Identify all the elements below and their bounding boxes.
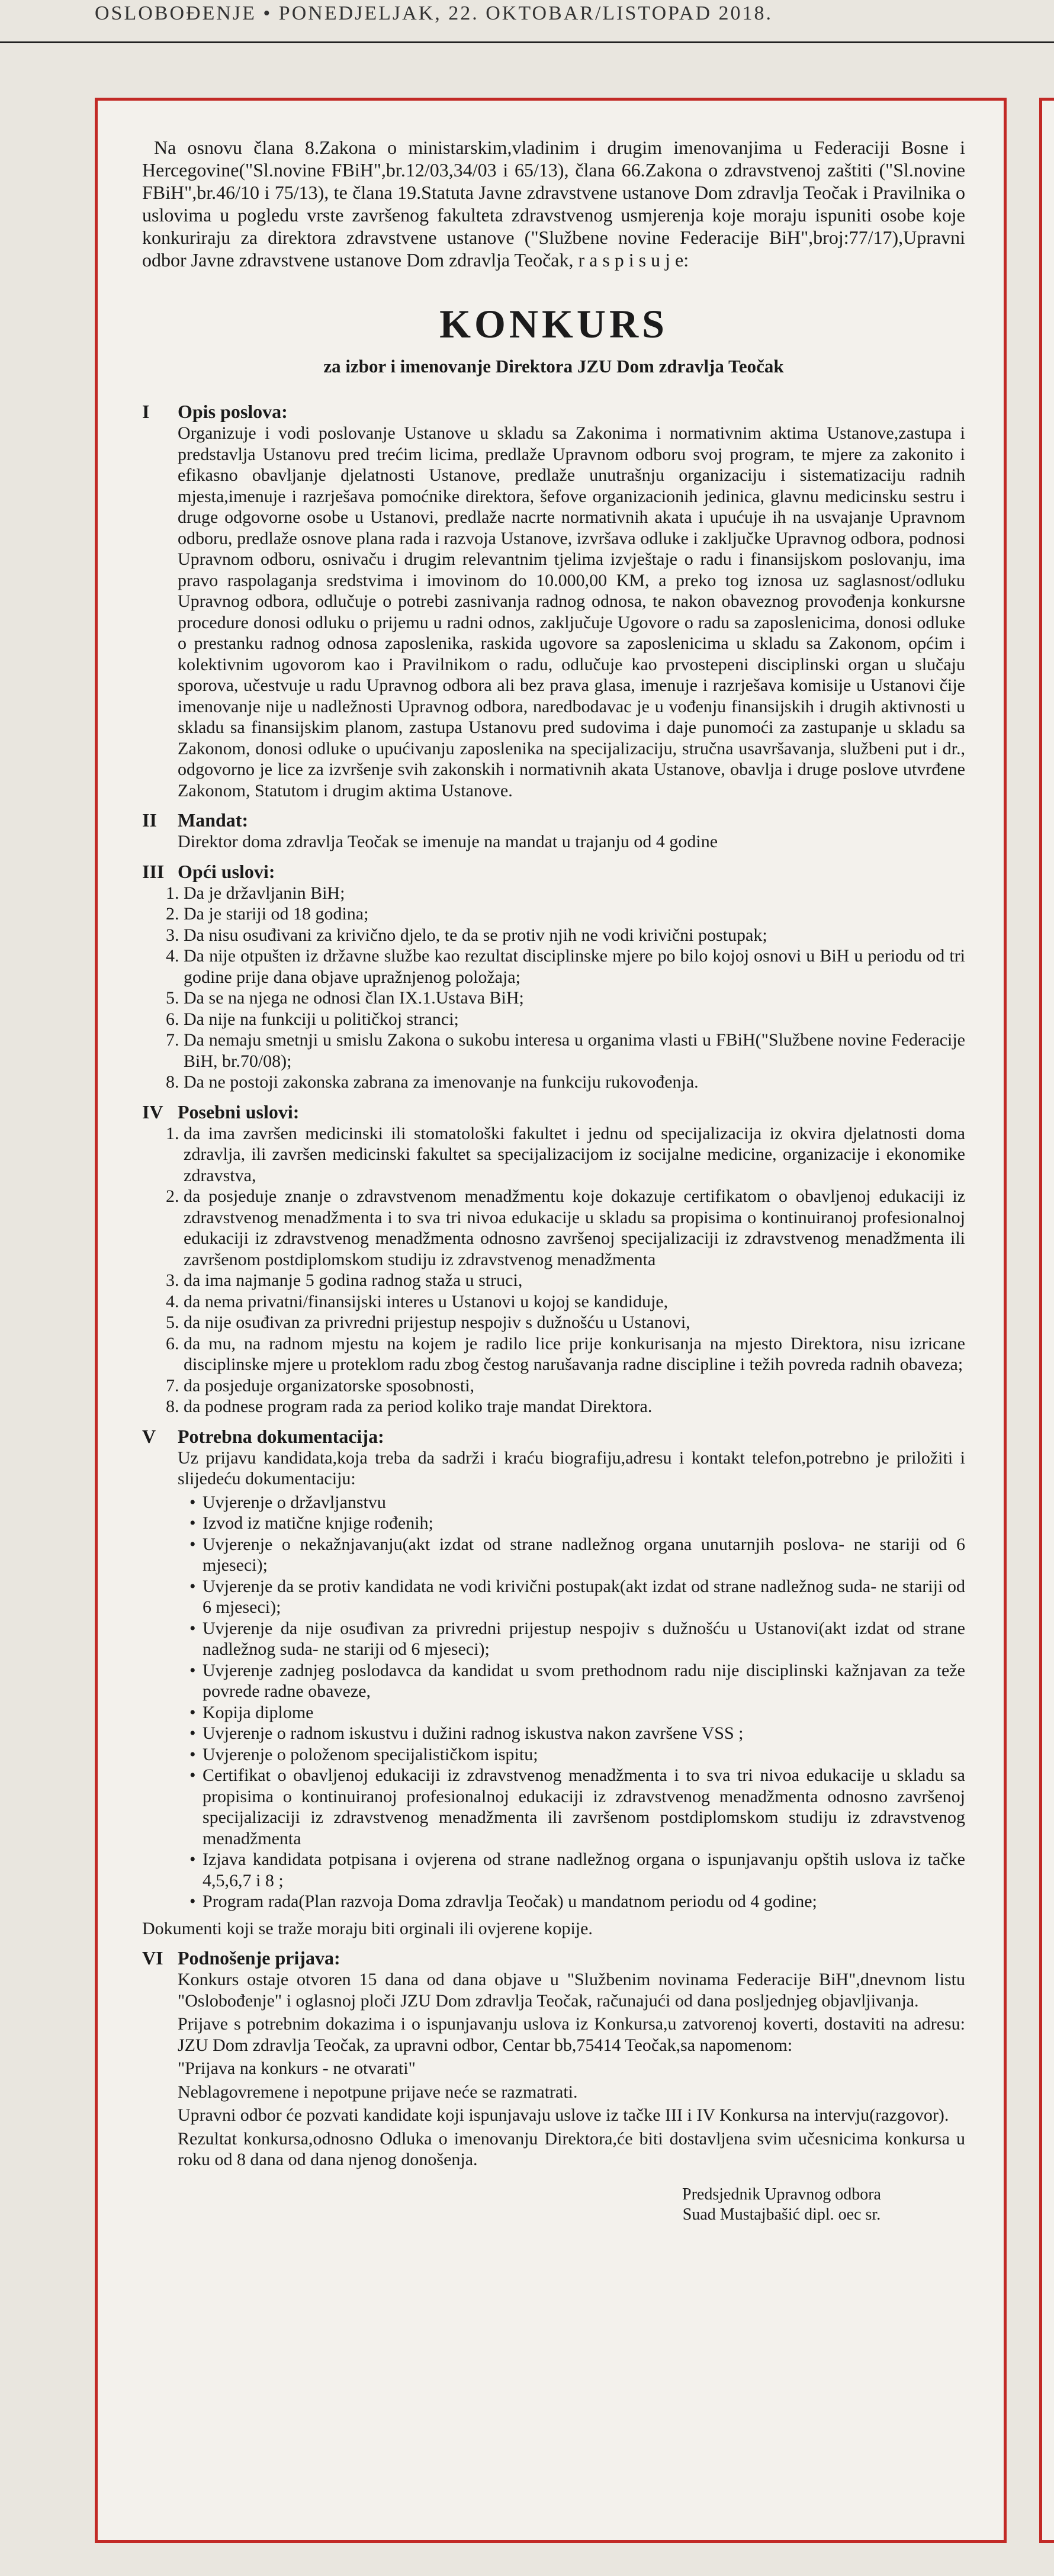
adjacent-ad-border — [1039, 98, 1054, 2543]
section-title: Mandat: — [178, 809, 249, 831]
section-body — [142, 1448, 965, 1912]
section-heading — [142, 861, 965, 883]
general-conditions-list — [142, 883, 965, 1093]
section-number: IV — [142, 1101, 163, 1123]
list-item: • Program rada(Plan razvoja Doma zdravlja Teočak) u mandatnom periodu od 4 godine; — [189, 1891, 965, 1912]
section-general-conditions — [142, 861, 965, 1093]
section-title: Potrebna dokumentacija: — [178, 1425, 384, 1447]
submission-paragraph: Upravni odbor će pozvati kandidate koji ispunjavaju uslove iz tačke III i IV Konkursa na intervju(razgovor). — [178, 2105, 949, 2125]
list-item: 3. da ima najmanje 5 godina radnog staža u struci, — [184, 1270, 965, 1291]
special-conditions-list — [142, 1123, 965, 1417]
signature-role: Predsjednik Upravnog odbora — [682, 2185, 881, 2204]
section-title: Opći uslovi: — [178, 860, 275, 882]
document-subtitle: za izbor i imenovanje Direktora JZU Dom zdravlja Teočak — [323, 356, 784, 377]
section-mandate — [142, 809, 965, 853]
list-item: 5. Da se na njega ne odnosi član IX.1.Ustava BiH; — [184, 988, 965, 1009]
submission-paragraph: "Prijava na konkurs - ne otvarati" — [178, 2059, 416, 2078]
list-item: • Izvod iz matične knjige rođenih; — [189, 1513, 965, 1534]
list-item: 4. da nema privatni/finansijski interes u Ustanovi u kojoj se kandiduje, — [184, 1291, 965, 1313]
list-item: 7. da posjeduje organizatorske sposobnosti, — [184, 1375, 965, 1397]
section-required-documents — [142, 1426, 965, 1940]
signature-block — [142, 2185, 965, 2225]
section-heading — [142, 1101, 965, 1123]
list-item: • Izjava kandidata potpisana i ovjerena od strane nadležnog organa o ispunjavanju opštih uslova iz tačke 4,5,6,7 i 8 ; — [189, 1849, 965, 1891]
section-heading — [142, 809, 965, 831]
list-item: • Kopija diplome — [189, 1702, 965, 1723]
section-number: I — [142, 401, 150, 422]
section-body — [142, 831, 965, 853]
list-item: • Uvjerenje o državljanstvu — [189, 1492, 965, 1513]
section-heading — [142, 401, 965, 423]
list-item: 7. Da nemaju smetnji u smislu Zakona o sukobu interesa u organima vlasti u FBiH("Službene novine Federacije BiH, br.70/08); — [184, 1030, 965, 1072]
list-item: • Certifikat o obavljenoj edukaciji iz zdravstvenog menadžmenta i to sva tri nivoa edukacije u skladu sa propisima o kontinuiranoj profesionalnoj edukaciji iz zdravstvenog menadžmenta odnosno završenoj specijalizaciji iz zdravstvenog menadžmenta ili završenom postdiplomskom studiju iz zdravstvenog menadžmenta — [189, 1765, 965, 1849]
section-body — [142, 1969, 965, 2170]
mandate-text: Direktor doma zdravlja Teočak se imenuje na mandat u trajanju od 4 godine — [178, 832, 718, 851]
submission-paragraph: Konkurs ostaje otvoren 15 dana od dana objave u "Službenim novinama Federacije BiH",dnevnom listu "Oslobođenje" i oglasnoj ploči JZU Dom zdravlja Teočak, računajući od dana posljednjeg objavljivanja. — [178, 1970, 965, 2011]
section-number: V — [142, 1425, 156, 1447]
submission-paragraph: Prijave s potrebnim dokazima i o ispunjavanju uslova iz Konkursa,u zatvorenoj koverti, dostaviti na adresu: JZU Dom zdravlja Teočak, za upravni odbor, Centar bb,75414 Teočak,sa napomenom: — [178, 2014, 965, 2055]
submission-paragraph: Rezultat konkursa,odnosno Odluka o imenovanju Direktora,će biti dostavljena svim učesnicima konkursa u roku od 8 dana od dana njenog donošenja. — [178, 2128, 965, 2169]
section-title: Podnošenje prijava: — [178, 1947, 340, 1969]
list-item: 2. da posjeduje znanje o zdravstvenom menadžmentu koje dokazuje certifikatom o obavljenoj edukaciji iz zdravstvenog menadžmenta i to sva tri nivoa edukacije u skladu sa propisima o kontinuiranoj profesionalnoj edukaciji iz zdravstvenog menadžmenta odnosno završenoj specijalizaciji iz zdravstvenog menadžmenta ili završenom postdiplomskom studiju iz zdravstvenog menadžmenta — [184, 1186, 965, 1270]
section-number: III — [142, 860, 165, 882]
masthead-text: OSLOBOĐENJE • PONEDJELJAK, 22. OKTOBAR/LISTOPAD 2018. — [95, 2, 773, 24]
list-item: • Uvjerenje o radnom iskustvu i dužini radnog iskustva nakon završene VSS ; — [189, 1723, 965, 1744]
list-item: • Uvjerenje da nije osuđivan za privredni prijestup nespojiv s dužnošću u Ustanovi(akt izdat od strane nadležnog suda- ne stariji od 6 mjeseci); — [189, 1618, 965, 1660]
section-title: Opis poslova: — [178, 401, 288, 422]
list-item: 8. da podnese program rada za period koliko traje mandat Direktora. — [184, 1396, 965, 1417]
section-number: II — [142, 809, 157, 831]
announcement-content — [142, 136, 965, 2225]
section-number: VI — [142, 1947, 163, 1969]
list-item: • Uvjerenje o nekažnjavanju(akt izdat od strane nadležnog organa unutarnjih poslova- ne stariji od 6 mjeseci); — [189, 1534, 965, 1576]
section-special-conditions — [142, 1101, 965, 1417]
announcement-box — [95, 98, 1007, 2543]
list-item: • Uvjerenje zadnjeg poslodavca da kandidat u svom prethodnom radu nije disciplinski kažnjavan za teže povrede radne obaveze, — [189, 1660, 965, 1702]
section-title: Posebni uslovi: — [178, 1101, 300, 1123]
list-item: 1. da ima završen medicinski ili stomatološki fakultet i jednu od specijalizacija iz okvira djelatnosti doma zdravlja, ili završen medicinski fakultet sa specijalizacijom iz socijalne medicine, organizacije i ekonomike zdravstva, — [184, 1123, 965, 1186]
submission-paragraph: Neblagovremene i nepotpune prijave neće se razmatrati. — [178, 2082, 578, 2102]
list-item: 5. da nije osuđivan za privredni prijestup nespojiv s dužnošću u Ustanovi, — [184, 1312, 965, 1333]
list-item: 6. Da nije na funkciji u političkoj stranci; — [184, 1009, 965, 1030]
section-body — [142, 423, 965, 801]
job-description-text: Organizuje i vodi poslovanje Ustanove u skladu sa Zakonima i normativnim aktima Ustanove,zastupa i predstavlja Ustanovu pred trećim licima, predlaže Upravnom odboru svoj program, te mjere za zakonito i efikasno obavljanje djelatnosti Ustanove, predlaže unutrašnju organizaciju i sistematizaciju radnih mjesta,imenuje i razrješava pomoćnike direktora, šefove organizacionih jedinica, glavnu medicinsku sestru i druge odgovorne osobe u Ustanovi, predlaže nacrte normativnih akata i upućuje ih na usvajanje Upravnom odboru, predlaže osnove plana rada i razvoja Ustanove, izvršava odluke i zaključke Upravnog odbora, podnosi Upravnom odboru, osnivaču i drugim relevantnim tjelima izvještaje o radu i finansijskom poslovanju, ima pravo raspolaganja sredstvima i imovinom do 10.000,00 KM, a preko tog iznosa uz saglasnost/odluku Upravnog odbora, odlučuje o potrebi zasnivanja radnog odnosa, te nakon obaveznog provođenja konkursne procedure donosi odluku o prijemu u radni odnos, zaključuje Ugovore o radu sa zaposlenicima, donosi odluke o prestanku radnog odnosa zaposlenika, raskida ugovore sa zaposlenicima u skladu sa Zakonom, općim i kolektivnim ugovorom kao i Pravilnikom o radu, odlučuje kao prvostepeni disciplinski organ u slučaju sporova, učestvuje u radu Upravnog odbora ali bez prava glasa, imenuje i razrješava komisije u Ustanovi čije imenovanje nije u nadležnosti Upravnog odbora, naredbodavac je u vođenju finansijskih i drugih aktivnosti u skladu sa finansijskim planom, zastupa Ustanovu pred sudovima i daje punomoći za zastupanje u skladu sa Zakonom, donosi odluke o upućivanju zaposlenika na specijalizaciju, stručna usavršavanja, službeni put i dr., odgovorno je lice za izvršenje svih zakonskih i normativnih akata Ustanove, obavlja i druge poslove utvrđene Zakonom, Statutom i drugim aktima Ustanove. — [178, 423, 965, 800]
document-title: KONKURS — [439, 301, 668, 346]
section-submission — [142, 1947, 965, 2170]
section-heading — [142, 1426, 965, 1448]
section-heading — [142, 1947, 965, 1969]
preamble: Na osnovu člana 8.Zakona o ministarskim,vladinim i drugim imenovanjima u Federaciji Bosne i Hercegovine("Sl.novine FBiH",br.12/03,34/03 i 65/13), člana 66.Zakona o zdravstvenoj zaštiti ("Sl.novine FBiH",br.46/10 i 75/13), te člana 19.Statuta Javne zdravstvene ustanove Dom zdravlja Teočak i Pravilnika o uslovima u pogledu vrste završenog fakulteta zdravstvenog usmjerenja koje moraju ispuniti osobe koje konkuriraju za direktora zdravstvene ustanove ("Službene novine Federacije BiH",broj:77/17),Upravni odbor Javne zdravstvene ustanove Dom zdravlja Teočak, r a s p i s u j e: — [142, 137, 965, 271]
section-job-description — [142, 401, 965, 801]
documents-intro: Uz prijavu kandidata,koja treba da sadrži i kraću biografiju,adresu i kontakt telefon,potrebno je priložiti i slijedeću dokumentaciju: — [178, 1448, 965, 1488]
list-item: • Uvjerenje da se protiv kandidata ne vodi krivični postupak(akt izdat od strane nadležnog suda- ne stariji od 6 mjeseci); — [189, 1576, 965, 1618]
documents-list — [178, 1492, 965, 1912]
documents-note: Dokumenti koji se traže moraju biti orginali ili ovjerene kopije. — [142, 1918, 593, 1938]
list-item: 6. da mu, na radnom mjestu na kojem je radilo lice prije konkurisanja na mjesto Direktora, nisu izricane disciplinske mjere u proteklom radu zbog čestog narušavanja radne discipline i težih povreda radnih obaveza; — [184, 1333, 965, 1375]
list-item: 1. Da je državljanin BiH; — [184, 883, 965, 904]
list-item: 4. Da nije otpušten iz državne službe kao rezultat disciplinske mjere po bilo kojoj osnovi u BiH u periodu od tri godine prije dana objave upražnjenog položaja; — [184, 946, 965, 988]
list-item: • Uvjerenje o položenom specijalističkom ispitu; — [189, 1744, 965, 1765]
signature-name: Suad Mustajbašić dipl. oec sr. — [682, 2205, 881, 2224]
list-item: 3. Da nisu osuđivani za krivično djelo, te da se protiv njih ne vodi krivični postupak; — [184, 925, 965, 946]
newspaper-masthead — [0, 0, 1054, 43]
list-item: 8. Da ne postoji zakonska zabrana za imenovanje na funkciju rukovođenja. — [184, 1072, 965, 1093]
list-item: 2. Da je stariji od 18 godina; — [184, 903, 965, 925]
